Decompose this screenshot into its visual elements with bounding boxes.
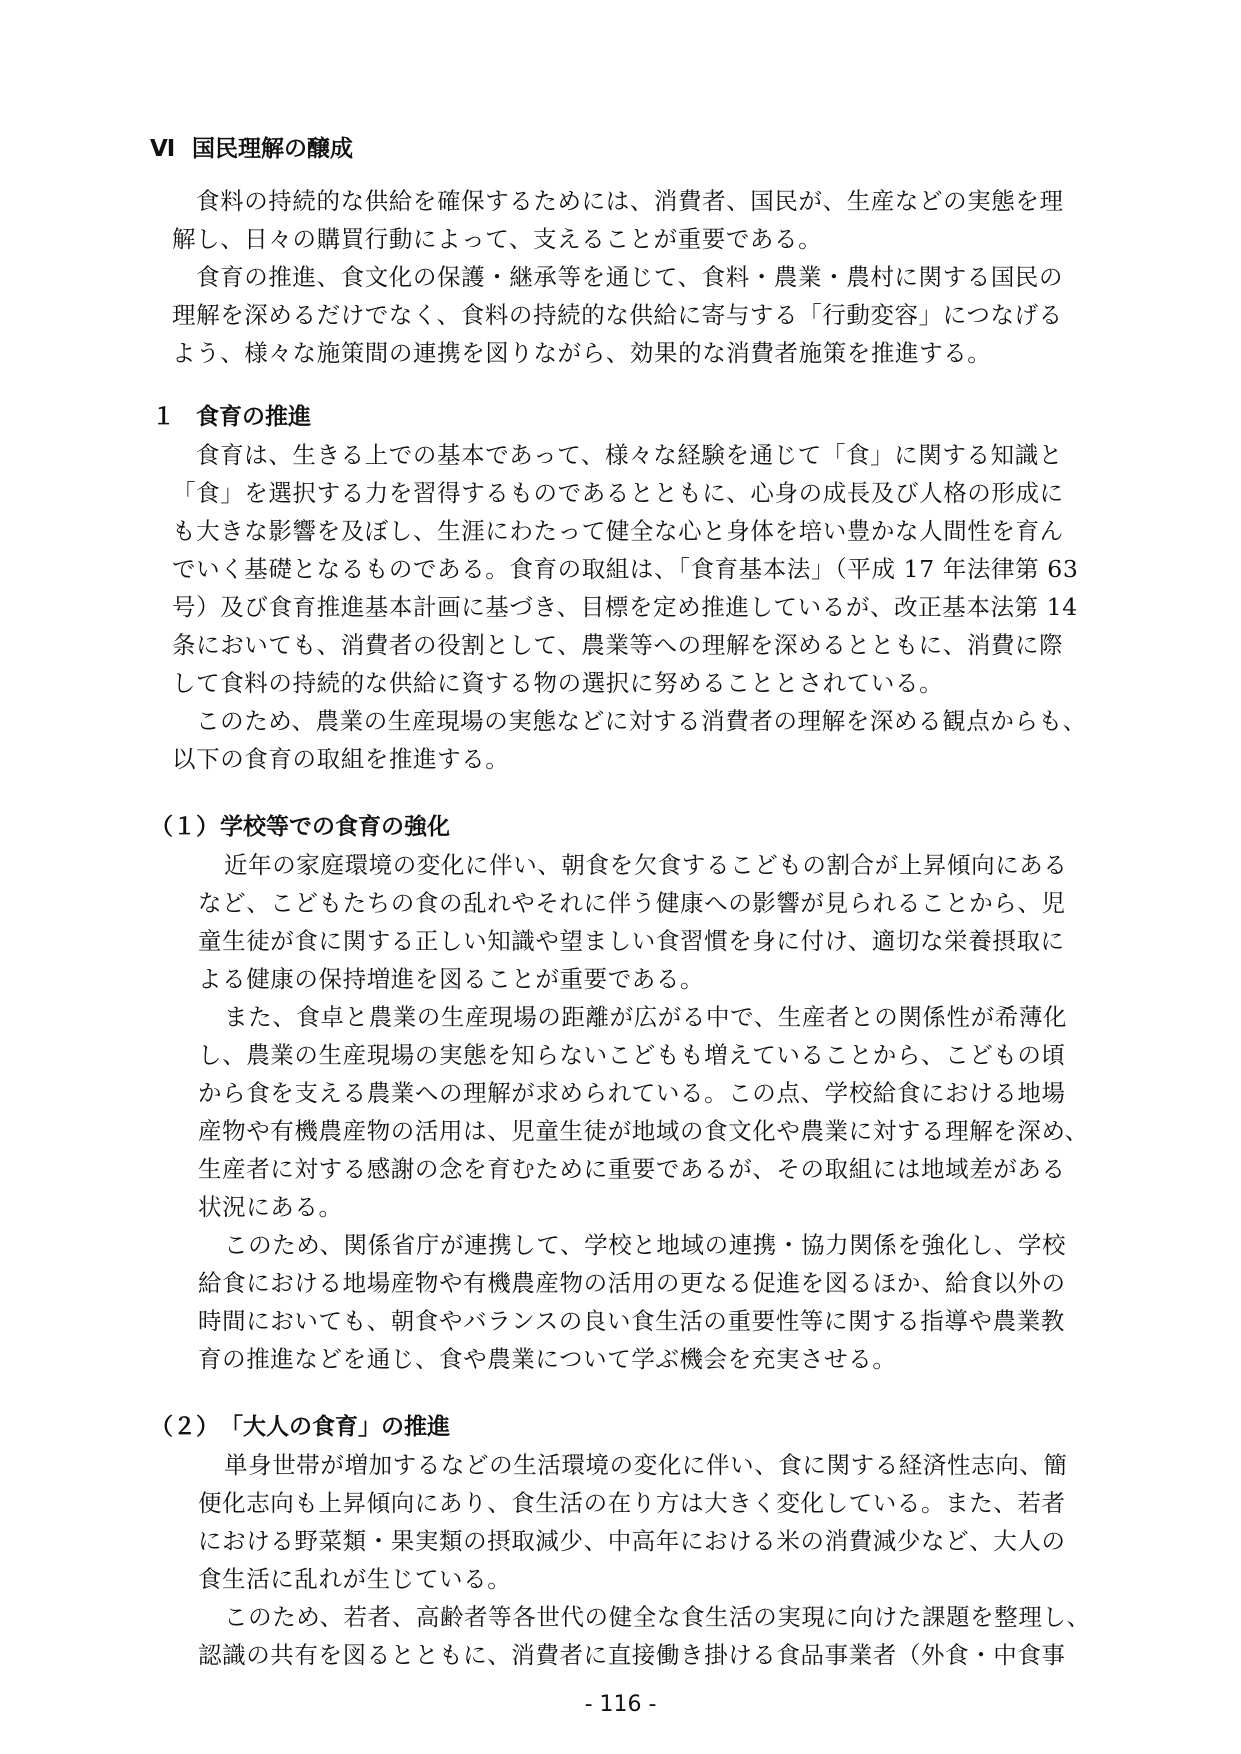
body-line: 状況にある。 (198, 1193, 343, 1221)
body-line: このため、農業の生産現場の実態などに対する消費者の理解を深める観点からも、 (196, 707, 1087, 735)
body-line: も大きな影響を及ぼし、生涯にわたって健全な心と身体を培い豊かな人間性を育ん (172, 517, 1064, 545)
body-line: よる健康の保持増進を図ることが重要である。 (198, 965, 705, 993)
section-heading (150, 134, 353, 164)
body-line: 「食」を選択する力を習得するものであるとともに、心身の成長及び人格の形成に (172, 479, 1064, 507)
body-line: 以下の食育の取組を推進する。 (172, 745, 510, 773)
subsection-title: 食育の推進 (196, 404, 311, 430)
body-line: このため、若者、高齢者等各世代の健全な食生活の実現に向けた課題を整理し、 (224, 1603, 1091, 1631)
item-heading (150, 1412, 450, 1442)
item-title: 「大人の食育」の推進 (220, 1414, 450, 1440)
body-line: 産物や有機農産物の活用は、児童生徒が地域の食文化や農業に対する理解を深め、 (198, 1117, 1089, 1145)
section-title: 国民理解の醸成 (192, 136, 353, 162)
item-number: （２） (150, 1414, 219, 1440)
body-line: 便化志向も上昇傾向にあり、食生活の在り方は大きく変化している。また、若者 (198, 1489, 1066, 1517)
body-line: 単身世帯が増加するなどの生活環境の変化に伴い、食に関する経済性志向、簡 (224, 1451, 1068, 1479)
body-line: 条においても、消費者の役割として、農業等への理解を深めるとともに、消費に際 (172, 631, 1064, 659)
subsection-heading (152, 402, 311, 432)
body-line: 食生活に乱れが生じている。 (198, 1565, 512, 1593)
body-line: 号）及び食育推進基本計画に基づき、目標を定め推進しているが、改正基本法第 14 (172, 593, 1078, 621)
item-number: （１） (150, 814, 219, 840)
body-line: 童生徒が食に関する正しい知識や望ましい食習慣を身に付け、適切な栄養摂取に (198, 927, 1065, 955)
body-line: し、農業の生産現場の実態を知らないこどもも増えていることから、こどもの頃 (198, 1041, 1066, 1069)
body-line: して食料の持続的な供給に資する物の選択に努めることとされている。 (172, 669, 944, 697)
body-line: 解し、日々の購買行動によって、支えることが重要である。 (172, 225, 823, 253)
body-line: 認識の共有を図るとともに、消費者に直接働き掛ける食品事業者（外食・中食事 (198, 1641, 1066, 1669)
body-line: 生産者に対する感謝の念を育むために重要であるが、その取組には地域差がある (198, 1155, 1066, 1183)
body-line: 育の推進などを通じ、食や農業について学ぶ機会を充実させる。 (198, 1345, 897, 1373)
body-line: また、食卓と農業の生産現場の距離が広がる中で、生産者との関係性が希薄化 (224, 1003, 1068, 1031)
subsection-number: １ (152, 404, 175, 430)
body-line: など、こどもたちの食の乱れやそれに伴う健康への影響が見られることから、児 (198, 889, 1066, 917)
body-line: における野菜類・果実類の摂取減少、中高年における米の消費減少など、大人の (198, 1527, 1066, 1555)
body-line: 給食における地場産物や有機農産物の活用の更なる促進を図るほか、給食以外の (198, 1269, 1066, 1297)
item-title: 学校等での食育の強化 (220, 814, 450, 840)
page-number: - 116 - (584, 1692, 657, 1717)
body-line: でいく基礎となるものである。食育の取組は、「食育基本法」（平成 17 年法律第 63 (172, 555, 1079, 583)
body-line: 時間においても、朝食やバランスの良い食生活の重要性等に関する指導や農業教 (198, 1307, 1065, 1335)
body-line: よう、様々な施策間の連携を図りながら、効果的な消費者施策を推進する。 (172, 339, 992, 367)
body-line: このため、関係省庁が連携して、学校と地域の連携・協力関係を強化し、学校 (224, 1231, 1067, 1259)
body-line: 食育は、生きる上での基本であって、様々な経験を通じて「食」に関する知識と (196, 441, 1063, 469)
body-line: から食を支える農業への理解が求められている。この点、学校給食における地場 (198, 1079, 1066, 1107)
body-line: 理解を深めるだけでなく、食料の持続的な供給に寄与する「行動変容」につなげる (172, 301, 1063, 329)
body-line: 食料の持続的な供給を確保するためには、消費者、国民が、生産などの実態を理 (196, 187, 1064, 215)
body-line: 食育の推進、食文化の保護・継承等を通じて、食料・農業・農村に関する国民の (196, 263, 1064, 291)
item-heading (150, 812, 450, 842)
section-number: Ⅵ (150, 136, 176, 162)
body-line: 近年の家庭環境の変化に伴い、朝食を欠食するこどもの割合が上昇傾向にある (224, 851, 1068, 879)
